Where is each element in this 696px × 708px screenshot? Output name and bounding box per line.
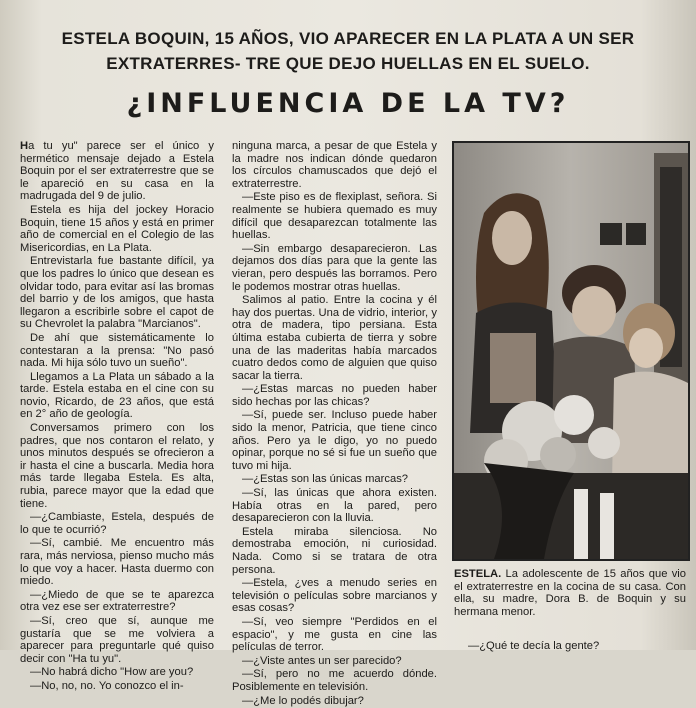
- paragraph: —¿Estas marcas no pueden haber sido hechas por las chicas?: [232, 383, 437, 408]
- text-column-1: [20, 140, 214, 694]
- paragraph: —Estela, ¿ves a menudo series en televisión o películas sobre marcianos y esas cosas?: [232, 577, 437, 615]
- paragraph: —¿Estas son las únicas marcas?: [242, 473, 409, 486]
- paragraph: Estela es hija del jockey Horacio Boquin, tiene 15 años y está en primer año de comercial en el Colegio de las Misericordias, en La Plata.: [20, 203, 214, 254]
- paragraph: ninguna marca, a pesar de que Estela y la madre nos indican dónde quedaron los círculos chamuscados que dejó el extraterrestre.: [232, 140, 437, 190]
- paragraph: —¿Viste antes un ser parecido?: [242, 654, 402, 667]
- paragraph: De ahí que sistemáticamente lo contestaran a la prensa: "No pasó nada. Mi hija sólo tuvo un sueño".: [20, 331, 214, 370]
- paragraph: —Sí, pero no me acuerdo dónde. Posiblemente en televisión.: [232, 668, 437, 693]
- paragraph: —Este piso es de flexiplast, señora. Si realmente se hubiera quemado es muy difícil que desaparezcan totalmente las huellas.: [232, 191, 437, 242]
- photo-illustration: [454, 143, 688, 559]
- article-title: ¿INFLUENCIA DE LA TV?: [126, 88, 570, 119]
- paragraph: —No habrá dicho "How are you?: [30, 666, 194, 679]
- paragraph: —Sí, las únicas que ahora existen. Había otras en la pared, pero desaparecieron con la lluvia.: [232, 487, 437, 525]
- paragraph: —¿Cambiaste, Estela, después de lo que te ocurrió?: [20, 511, 214, 536]
- text-column-2: [232, 140, 437, 708]
- paragraph: —Sí, puede ser. Incluso puede haber sido la menor, Patricia, que tiene cinco años. Pero ya le digo, yo no puedo opinar, porque no sé si fue un sueño que tuvo mi hija.: [232, 409, 437, 472]
- paragraph: Entrevistarla fue bastante difícil, ya que los padres lo único que desean es olvidar todo, para evitar así las bromas del barrio y de los amigos, que hasta llegaron a escribirle sobre el capot de su Chevrolet la palabra "Marcianos".: [20, 255, 214, 331]
- paragraph: —Sí, creo que sí, aunque me gustaría que se me volviera a aparecer para preguntarle qué quiso decir con "Ha tu yu".: [20, 614, 214, 665]
- paragraph: —Sí, veo siempre "Perdidos en el espacio", y me gusta en cine las películas de terror.: [232, 615, 437, 654]
- photo-caption: [454, 568, 686, 618]
- paragraph: —Sin embargo desaparecieron. Las dejamos dos días para que la gente las vieran, pero después las borramos. Pero le podemos mostrar otras huellas.: [232, 242, 437, 293]
- paragraph: Ha tu yu" parece ser el único y hermético mensaje dejado a Estela Boquin por el ser extraterrestre que se le apareció en su casa en la madrugada del 9 de julio.: [20, 140, 214, 203]
- paragraph: Llegamos a La Plata un sábado a la tarde. Estela estaba en el cine con su novio, Ricardo, de 23 años, que está en 2° año de geología.: [20, 370, 214, 421]
- article-headline: ESTELA BOQUIN, 15 AÑOS, VIO APARECER EN LA PLATA A UN SER EXTRATERRES- TRE QUE DEJO HUELLAS EN EL SUELO.: [61, 29, 635, 73]
- family-photo: [452, 141, 690, 561]
- paragraph: —¿Miedo de que se te aparezca otra vez ese ser extraterrestre?: [20, 588, 214, 614]
- paragraph: —¿Me lo podés dibujar?: [242, 694, 364, 707]
- paragraph: Estela miraba silenciosa. No demostraba emoción, ni curiosidad. Nada. Como si se tratara de otra persona.: [232, 525, 437, 576]
- paragraph: Salimos al patio. Entre la cocina y él hay dos puertas. Una de vidrio, interior, y otra de madera, tipo persiana. Esta última estaba cubierta de tierra y sobre una de las maderitas había marcados cuatro dedos como de alguien que quiso sacar la tierra.: [232, 294, 437, 382]
- continued-text: —¿Qué te decía la gente?: [468, 640, 600, 652]
- paragraph: —No, no, no. Yo conozco el in-: [30, 679, 184, 692]
- caption-text: La adolescente de 15 años que vio el extraterrestre en la cocina de su casa. Con ella, su madre, Dora B. de Boquin y su hermana menor.: [454, 568, 686, 618]
- paragraph: Conversamos primero con los padres, que nos contaron el relato, y unos minutos después se ofrecieron a ir hasta el cine a buscarla. Media hora más tarde llegaba Estela. Es alta, rubia, parece mayor que la edad que tiene.: [20, 422, 214, 510]
- caption-lead: ESTELA.: [454, 568, 502, 580]
- paragraph: —Sí, cambié. Me encuentro más rara, más nerviosa, pienso mucho más lo que voy a hacer. Hasta duermo con miedo.: [20, 537, 214, 588]
